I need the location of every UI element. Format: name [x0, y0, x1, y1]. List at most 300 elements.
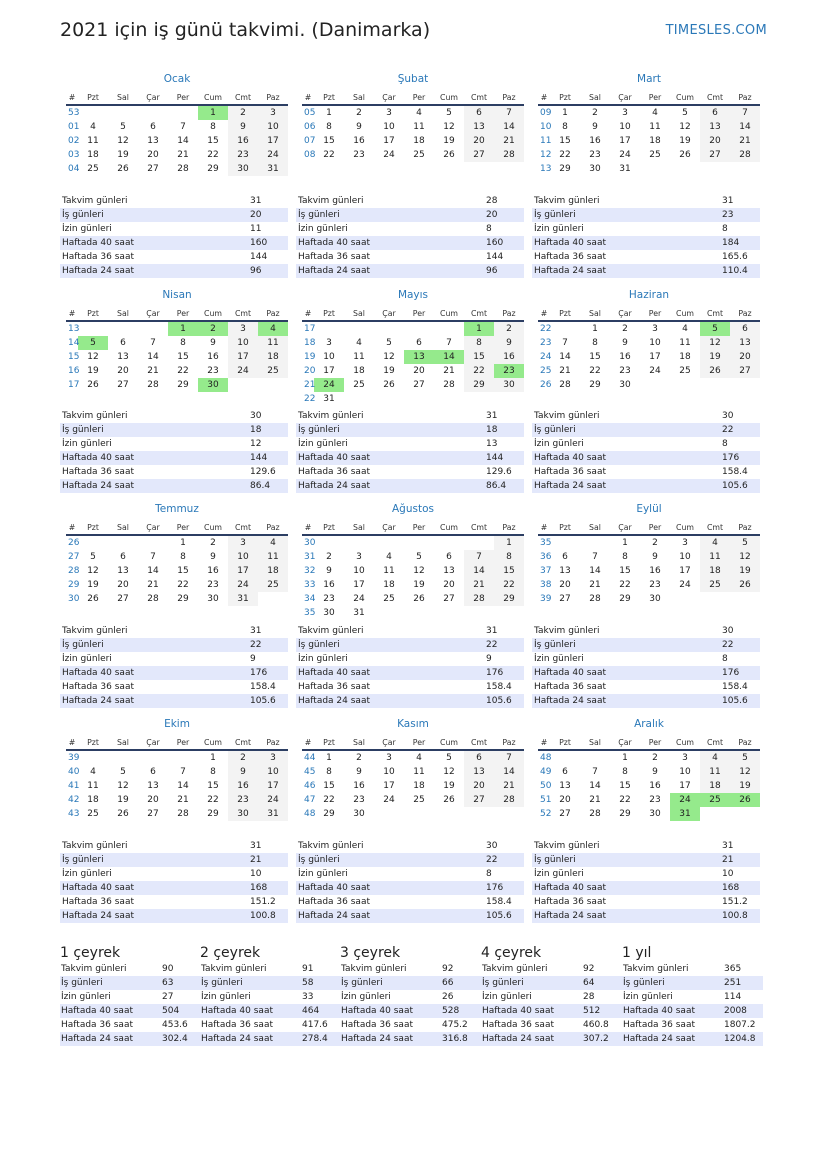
day-cell[interactable]: 10	[383, 767, 395, 777]
day-cell[interactable]: 3	[386, 753, 392, 763]
day-cell[interactable]: 8	[592, 338, 598, 348]
day-cell[interactable]: 21	[177, 150, 189, 160]
day-cell[interactable]: 11	[258, 336, 288, 350]
day-cell[interactable]: 3	[326, 338, 332, 348]
day-cell[interactable]: 15	[323, 136, 335, 146]
day-cell[interactable]	[434, 606, 464, 620]
day-cell[interactable]: 23	[323, 594, 335, 604]
day-cell[interactable]: 20	[464, 134, 494, 148]
day-cell[interactable]: 11	[679, 338, 691, 348]
day-cell[interactable]	[464, 535, 494, 550]
day-cell[interactable]: 3	[258, 105, 288, 120]
day-cell[interactable]: 9	[622, 338, 628, 348]
day-cell[interactable]: 26	[413, 594, 425, 604]
day-cell[interactable]: 12	[117, 781, 129, 791]
day-cell[interactable]: 18	[413, 781, 425, 791]
day-cell[interactable]: 10	[323, 352, 335, 362]
day-cell[interactable]	[494, 392, 524, 406]
day-cell[interactable]: 7	[446, 338, 452, 348]
day-cell[interactable]	[78, 105, 108, 120]
day-cell[interactable]: 1	[326, 108, 332, 118]
day-cell[interactable]: 12	[730, 765, 760, 779]
day-cell[interactable]	[730, 592, 760, 606]
day-cell[interactable]: 10	[619, 122, 631, 132]
day-cell[interactable]: 13	[117, 352, 129, 362]
day-cell[interactable]: 25	[679, 366, 691, 376]
day-cell[interactable]: 28	[177, 164, 189, 174]
day-cell[interactable]: 14	[147, 566, 159, 576]
day-cell[interactable]: 4	[700, 750, 730, 765]
day-cell[interactable]: 28	[443, 380, 455, 390]
day-cell[interactable]: 9	[652, 767, 658, 777]
day-cell[interactable]: 19	[730, 779, 760, 793]
day-cell[interactable]: 14	[559, 352, 571, 362]
day-cell[interactable]: 27	[413, 380, 425, 390]
day-cell[interactable]: 26	[117, 164, 129, 174]
day-cell[interactable]: 15	[464, 350, 494, 364]
day-cell[interactable]: 15	[619, 781, 631, 791]
day-cell[interactable]: 26	[443, 150, 455, 160]
day-cell[interactable]: 27	[147, 164, 159, 174]
day-cell[interactable]: 23	[649, 580, 661, 590]
day-cell[interactable]: 11	[700, 765, 730, 779]
day-cell[interactable]: 17	[258, 134, 288, 148]
day-cell[interactable]: 1	[494, 535, 524, 550]
day-cell[interactable]: 9	[228, 120, 258, 134]
day-cell[interactable]: 15	[559, 136, 571, 146]
day-cell[interactable]: 27	[464, 148, 494, 162]
day-cell[interactable]: 12	[443, 767, 455, 777]
day-cell[interactable]: 3	[386, 108, 392, 118]
day-cell[interactable]: 1	[562, 108, 568, 118]
day-cell[interactable]: 30	[323, 608, 335, 618]
day-cell[interactable]: 12	[679, 122, 691, 132]
day-cell[interactable]: 23	[494, 364, 524, 378]
day-cell[interactable]: 23	[228, 148, 258, 162]
day-cell[interactable]: 30	[619, 380, 631, 390]
day-cell[interactable]: 27	[147, 809, 159, 819]
day-cell[interactable]: 23	[589, 150, 601, 160]
day-cell[interactable]: 24	[619, 150, 631, 160]
day-cell[interactable]: 4	[356, 338, 362, 348]
day-cell[interactable]: 5	[730, 750, 760, 765]
day-cell[interactable]: 29	[323, 809, 335, 819]
day-cell[interactable]: 29	[619, 809, 631, 819]
day-cell[interactable]: 19	[87, 366, 99, 376]
day-cell[interactable]: 25	[87, 809, 99, 819]
day-cell[interactable]: 7	[562, 338, 568, 348]
day-cell[interactable]: 5	[120, 122, 126, 132]
day-cell[interactable]: 28	[494, 793, 524, 807]
day-cell[interactable]: 22	[207, 150, 219, 160]
day-cell[interactable]: 13	[443, 566, 455, 576]
day-cell[interactable]	[464, 606, 494, 620]
day-cell[interactable]: 2	[210, 538, 216, 548]
day-cell[interactable]: 3	[258, 750, 288, 765]
day-cell[interactable]: 9	[494, 336, 524, 350]
day-cell[interactable]	[550, 535, 580, 550]
day-cell[interactable]: 5	[446, 108, 452, 118]
day-cell[interactable]: 2	[356, 108, 362, 118]
day-cell[interactable]: 16	[649, 781, 661, 791]
day-cell[interactable]: 24	[383, 150, 395, 160]
day-cell[interactable]: 19	[383, 366, 395, 376]
day-cell[interactable]: 13	[464, 120, 494, 134]
day-cell[interactable]: 29	[177, 380, 189, 390]
day-cell[interactable]: 3	[622, 108, 628, 118]
day-cell[interactable]: 14	[434, 350, 464, 364]
day-cell[interactable]: 16	[589, 136, 601, 146]
day-cell[interactable]: 8	[464, 336, 494, 350]
day-cell[interactable]: 20	[464, 779, 494, 793]
day-cell[interactable]: 6	[120, 338, 126, 348]
day-cell[interactable]: 11	[700, 550, 730, 564]
day-cell[interactable]: 17	[649, 352, 661, 362]
day-cell[interactable]: 11	[353, 352, 365, 362]
day-cell[interactable]	[730, 378, 760, 392]
day-cell[interactable]: 11	[413, 122, 425, 132]
day-cell[interactable]: 7	[494, 105, 524, 120]
day-cell[interactable]: 15	[323, 781, 335, 791]
day-cell[interactable]: 14	[730, 120, 760, 134]
day-cell[interactable]: 14	[147, 352, 159, 362]
day-cell[interactable]: 8	[210, 122, 216, 132]
day-cell[interactable]: 18	[413, 136, 425, 146]
day-cell[interactable]: 21	[494, 134, 524, 148]
day-cell[interactable]: 23	[207, 580, 219, 590]
day-cell[interactable]: 13	[700, 120, 730, 134]
day-cell[interactable]	[434, 535, 464, 550]
day-cell[interactable]: 11	[649, 122, 661, 132]
day-cell[interactable]	[404, 807, 434, 821]
day-cell[interactable]: 1	[180, 538, 186, 548]
day-cell[interactable]: 22	[177, 366, 189, 376]
day-cell[interactable]: 26	[87, 594, 99, 604]
day-cell[interactable]	[434, 392, 464, 406]
day-cell[interactable]: 22	[177, 580, 189, 590]
day-cell[interactable]: 30	[649, 809, 661, 819]
day-cell[interactable]	[640, 378, 670, 392]
day-cell[interactable]: 14	[494, 765, 524, 779]
day-cell[interactable]: 31	[258, 807, 288, 821]
day-cell[interactable]: 21	[589, 795, 601, 805]
day-cell[interactable]: 6	[150, 122, 156, 132]
day-cell[interactable]: 24	[679, 580, 691, 590]
day-cell[interactable]: 27	[443, 594, 455, 604]
day-cell[interactable]: 17	[258, 779, 288, 793]
day-cell[interactable]: 5	[730, 535, 760, 550]
day-cell[interactable]: 30	[198, 378, 228, 392]
day-cell[interactable]	[108, 321, 138, 336]
day-cell[interactable]: 25	[413, 795, 425, 805]
day-cell[interactable]: 31	[323, 394, 335, 404]
day-cell[interactable]: 26	[117, 809, 129, 819]
day-cell[interactable]: 1	[198, 105, 228, 120]
day-cell[interactable]: 5	[90, 552, 96, 562]
day-cell[interactable]: 28	[494, 148, 524, 162]
day-cell[interactable]: 15	[207, 781, 219, 791]
day-cell[interactable]: 22	[494, 578, 524, 592]
day-cell[interactable]: 7	[180, 122, 186, 132]
day-cell[interactable]: 9	[356, 767, 362, 777]
day-cell[interactable]: 14	[464, 564, 494, 578]
day-cell[interactable]	[670, 378, 700, 392]
day-cell[interactable]: 29	[494, 592, 524, 606]
day-cell[interactable]: 10	[228, 336, 258, 350]
day-cell[interactable]: 15	[619, 566, 631, 576]
day-cell[interactable]: 6	[464, 105, 494, 120]
day-cell[interactable]: 4	[682, 324, 688, 334]
day-cell[interactable]: 25	[700, 793, 730, 807]
day-cell[interactable]: 10	[228, 550, 258, 564]
day-cell[interactable]: 6	[120, 552, 126, 562]
site-link[interactable]: TIMESLES.COM	[665, 23, 767, 38]
day-cell[interactable]: 29	[559, 164, 571, 174]
day-cell[interactable]: 30	[494, 378, 524, 392]
day-cell[interactable]: 20	[700, 134, 730, 148]
day-cell[interactable]: 29	[207, 809, 219, 819]
day-cell[interactable]: 4	[700, 535, 730, 550]
day-cell[interactable]	[168, 750, 198, 765]
day-cell[interactable]: 26	[700, 364, 730, 378]
day-cell[interactable]: 3	[228, 321, 258, 336]
day-cell[interactable]: 20	[443, 580, 455, 590]
day-cell[interactable]: 8	[326, 767, 332, 777]
day-cell[interactable]: 24	[649, 366, 661, 376]
day-cell[interactable]: 20	[559, 795, 571, 805]
day-cell[interactable]: 27	[730, 364, 760, 378]
day-cell[interactable]	[108, 535, 138, 550]
day-cell[interactable]: 7	[494, 750, 524, 765]
day-cell[interactable]	[138, 535, 168, 550]
day-cell[interactable]: 22	[323, 150, 335, 160]
day-cell[interactable]: 2	[652, 753, 658, 763]
day-cell[interactable]: 12	[87, 566, 99, 576]
day-cell[interactable]: 11	[87, 136, 99, 146]
day-cell[interactable]: 12	[383, 352, 395, 362]
day-cell[interactable]	[700, 162, 730, 176]
day-cell[interactable]: 22	[207, 795, 219, 805]
day-cell[interactable]	[550, 321, 580, 336]
day-cell[interactable]: 20	[117, 366, 129, 376]
day-cell[interactable]: 11	[413, 767, 425, 777]
day-cell[interactable]: 27	[464, 793, 494, 807]
day-cell[interactable]: 21	[589, 580, 601, 590]
day-cell[interactable]: 16	[228, 134, 258, 148]
day-cell[interactable]: 2	[494, 321, 524, 336]
day-cell[interactable]: 9	[326, 566, 332, 576]
day-cell[interactable]: 18	[383, 580, 395, 590]
day-cell[interactable]: 22	[464, 364, 494, 378]
day-cell[interactable]: 8	[562, 122, 568, 132]
day-cell[interactable]: 13	[147, 136, 159, 146]
day-cell[interactable]	[138, 105, 168, 120]
day-cell[interactable]: 30	[228, 162, 258, 176]
day-cell[interactable]: 17	[383, 136, 395, 146]
day-cell[interactable]	[404, 321, 434, 336]
day-cell[interactable]: 19	[679, 136, 691, 146]
day-cell[interactable]: 28	[177, 809, 189, 819]
day-cell[interactable]: 19	[730, 564, 760, 578]
day-cell[interactable]	[344, 321, 374, 336]
day-cell[interactable]: 23	[649, 795, 661, 805]
day-cell[interactable]: 1	[168, 321, 198, 336]
day-cell[interactable]: 5	[416, 552, 422, 562]
day-cell[interactable]: 13	[730, 336, 760, 350]
day-cell[interactable]: 28	[464, 592, 494, 606]
day-cell[interactable]: 24	[383, 795, 395, 805]
day-cell[interactable]: 24	[228, 364, 258, 378]
day-cell[interactable]: 31	[258, 162, 288, 176]
day-cell[interactable]: 4	[258, 321, 288, 336]
day-cell[interactable]: 1	[326, 753, 332, 763]
day-cell[interactable]	[78, 535, 108, 550]
day-cell[interactable]: 13	[559, 781, 571, 791]
day-cell[interactable]: 9	[228, 765, 258, 779]
day-cell[interactable]: 10	[383, 122, 395, 132]
day-cell[interactable]: 3	[682, 538, 688, 548]
day-cell[interactable]: 4	[652, 108, 658, 118]
day-cell[interactable]: 25	[258, 578, 288, 592]
day-cell[interactable]: 29	[207, 164, 219, 174]
day-cell[interactable]	[108, 105, 138, 120]
day-cell[interactable]: 19	[700, 350, 730, 364]
day-cell[interactable]: 6	[150, 767, 156, 777]
day-cell[interactable]	[228, 378, 258, 392]
day-cell[interactable]	[670, 162, 700, 176]
day-cell[interactable]: 24	[670, 793, 700, 807]
day-cell[interactable]: 4	[416, 108, 422, 118]
day-cell[interactable]: 2	[326, 552, 332, 562]
day-cell[interactable]: 13	[559, 566, 571, 576]
day-cell[interactable]: 2	[622, 324, 628, 334]
day-cell[interactable]: 19	[117, 150, 129, 160]
day-cell[interactable]	[434, 321, 464, 336]
day-cell[interactable]: 21	[464, 578, 494, 592]
day-cell[interactable]	[374, 392, 404, 406]
day-cell[interactable]: 19	[443, 136, 455, 146]
day-cell[interactable]: 2	[356, 753, 362, 763]
day-cell[interactable]: 30	[589, 164, 601, 174]
day-cell[interactable]: 21	[443, 366, 455, 376]
day-cell[interactable]: 24	[258, 148, 288, 162]
day-cell[interactable]: 6	[416, 338, 422, 348]
day-cell[interactable]: 14	[177, 136, 189, 146]
day-cell[interactable]: 26	[730, 793, 760, 807]
day-cell[interactable]: 9	[652, 552, 658, 562]
day-cell[interactable]	[314, 535, 344, 550]
day-cell[interactable]: 21	[730, 134, 760, 148]
day-cell[interactable]: 7	[150, 338, 156, 348]
day-cell[interactable]: 4	[90, 122, 96, 132]
day-cell[interactable]: 23	[228, 793, 258, 807]
day-cell[interactable]	[314, 321, 344, 336]
day-cell[interactable]: 29	[177, 594, 189, 604]
day-cell[interactable]: 30	[207, 594, 219, 604]
day-cell[interactable]: 10	[353, 566, 365, 576]
day-cell[interactable]: 8	[180, 552, 186, 562]
day-cell[interactable]: 15	[207, 136, 219, 146]
day-cell[interactable]: 27	[117, 380, 129, 390]
day-cell[interactable]	[700, 378, 730, 392]
day-cell[interactable]: 3	[228, 535, 258, 550]
day-cell[interactable]: 16	[353, 136, 365, 146]
day-cell[interactable]: 30	[649, 594, 661, 604]
day-cell[interactable]: 19	[87, 580, 99, 590]
day-cell[interactable]: 28	[589, 809, 601, 819]
day-cell[interactable]: 9	[210, 552, 216, 562]
day-cell[interactable]	[550, 750, 580, 765]
day-cell[interactable]: 6	[464, 750, 494, 765]
day-cell[interactable]: 20	[117, 580, 129, 590]
day-cell[interactable]: 23	[353, 795, 365, 805]
day-cell[interactable]: 24	[228, 578, 258, 592]
day-cell[interactable]: 19	[413, 580, 425, 590]
day-cell[interactable]: 20	[147, 150, 159, 160]
day-cell[interactable]: 13	[464, 765, 494, 779]
day-cell[interactable]: 11	[87, 781, 99, 791]
day-cell[interactable]: 8	[210, 767, 216, 777]
day-cell[interactable]: 1	[592, 324, 598, 334]
day-cell[interactable]: 27	[559, 594, 571, 604]
day-cell[interactable]: 25	[87, 164, 99, 174]
day-cell[interactable]: 10	[649, 338, 661, 348]
day-cell[interactable]: 25	[383, 594, 395, 604]
day-cell[interactable]	[138, 321, 168, 336]
day-cell[interactable]: 23	[353, 150, 365, 160]
day-cell[interactable]	[580, 535, 610, 550]
day-cell[interactable]: 28	[730, 148, 760, 162]
day-cell[interactable]: 6	[446, 552, 452, 562]
day-cell[interactable]: 14	[589, 781, 601, 791]
day-cell[interactable]: 7	[730, 105, 760, 120]
day-cell[interactable]: 17	[228, 350, 258, 364]
day-cell[interactable]: 2	[228, 105, 258, 120]
day-cell[interactable]: 18	[700, 564, 730, 578]
day-cell[interactable]	[730, 162, 760, 176]
day-cell[interactable]: 7	[150, 552, 156, 562]
day-cell[interactable]: 8	[494, 550, 524, 564]
day-cell[interactable]: 31	[670, 807, 700, 821]
day-cell[interactable]: 13	[404, 350, 434, 364]
day-cell[interactable]: 5	[78, 336, 108, 350]
day-cell[interactable]: 9	[356, 122, 362, 132]
day-cell[interactable]: 7	[180, 767, 186, 777]
day-cell[interactable]: 16	[207, 352, 219, 362]
day-cell[interactable]: 20	[559, 580, 571, 590]
day-cell[interactable]: 20	[730, 350, 760, 364]
day-cell[interactable]: 4	[416, 753, 422, 763]
day-cell[interactable]: 8	[326, 122, 332, 132]
day-cell[interactable]: 6	[700, 105, 730, 120]
day-cell[interactable]: 12	[730, 550, 760, 564]
day-cell[interactable]: 21	[177, 795, 189, 805]
day-cell[interactable]: 26	[730, 578, 760, 592]
day-cell[interactable]	[464, 807, 494, 821]
day-cell[interactable]: 17	[679, 566, 691, 576]
day-cell[interactable]: 31	[619, 164, 631, 174]
day-cell[interactable]: 18	[679, 352, 691, 362]
day-cell[interactable]: 12	[117, 136, 129, 146]
day-cell[interactable]	[404, 606, 434, 620]
day-cell[interactable]: 16	[619, 352, 631, 362]
day-cell[interactable]: 28	[589, 594, 601, 604]
day-cell[interactable]: 1	[210, 753, 216, 763]
day-cell[interactable]: 22	[589, 366, 601, 376]
day-cell[interactable]: 8	[622, 552, 628, 562]
day-cell[interactable]: 12	[700, 336, 730, 350]
day-cell[interactable]: 24	[353, 594, 365, 604]
